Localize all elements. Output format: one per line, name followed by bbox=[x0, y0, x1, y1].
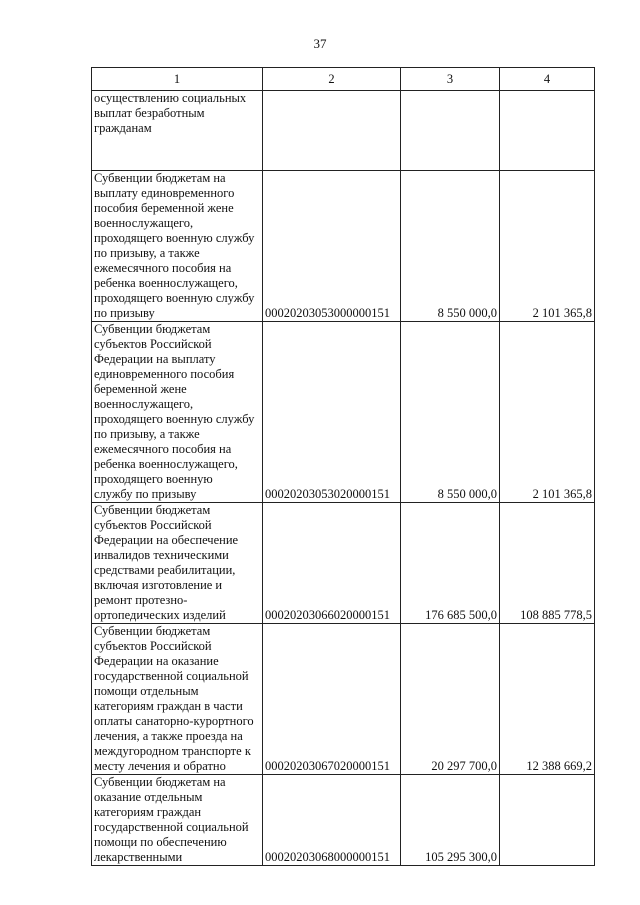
row-description: Субвенции бюджетам на выплату единовременного пособия беременной жене военнослужащего, проходящего военную службу по призыву, а также ежемесячного пособия на ребенка военнослужащего, проходящего военную службу по призыву bbox=[92, 171, 263, 322]
row-value-col3 bbox=[401, 91, 500, 171]
row-code bbox=[263, 91, 401, 171]
row-value-col3: 8 550 000,0 bbox=[401, 322, 500, 503]
column-header-1: 1 bbox=[92, 68, 263, 91]
table-row bbox=[92, 171, 595, 322]
row-code: 00020203053000000151 bbox=[263, 171, 401, 322]
row-value-col4 bbox=[500, 91, 595, 171]
column-header-4: 4 bbox=[500, 68, 595, 91]
row-code: 00020203067020000151 bbox=[263, 624, 401, 775]
row-code: 00020203066020000151 bbox=[263, 503, 401, 624]
table-row bbox=[92, 322, 595, 503]
row-value-col4: 2 101 365,8 bbox=[500, 171, 595, 322]
table-header-row bbox=[92, 68, 595, 91]
column-header-3: 3 bbox=[401, 68, 500, 91]
row-code: 00020203053020000151 bbox=[263, 322, 401, 503]
table-row bbox=[92, 91, 595, 171]
row-description: Субвенции бюджетам субъектов Российской Федерации на оказание государственной социальной помощи отдельным категориям граждан в части оплаты санаторно-курортного лечения, а также проезда на междугородном транспорте к месту лечения и обратно bbox=[92, 624, 263, 775]
table-row bbox=[92, 503, 595, 624]
row-value-col3: 20 297 700,0 bbox=[401, 624, 500, 775]
budget-table bbox=[91, 67, 595, 866]
column-header-2: 2 bbox=[263, 68, 401, 91]
row-description: Субвенции бюджетам на оказание отдельным категориям граждан государственной социальной помощи по обеспечению лекарственными bbox=[92, 775, 263, 866]
row-value-col3: 8 550 000,0 bbox=[401, 171, 500, 322]
row-code: 00020203068000000151 bbox=[263, 775, 401, 866]
row-description: Субвенции бюджетам субъектов Российской Федерации на выплату единовременного пособия беременной жене военнослужащего, проходящего военную службу по призыву, а также ежемесячного пособия на ребенка военнослужащего, проходящего военную службу по призыву bbox=[92, 322, 263, 503]
page-number: 37 bbox=[313, 36, 327, 51]
row-value-col4 bbox=[500, 775, 595, 866]
row-value-col4: 12 388 669,2 bbox=[500, 624, 595, 775]
table-row bbox=[92, 775, 595, 866]
row-description: Субвенции бюджетам субъектов Российской Федерации на обеспечение инвалидов техническими средствами реабилитации, включая изготовление и ремонт протезно- ортопедических изделий bbox=[92, 503, 263, 624]
row-value-col3: 105 295 300,0 bbox=[401, 775, 500, 866]
row-description: осуществлению социальных выплат безработным гражданам bbox=[92, 91, 263, 171]
row-value-col4: 2 101 365,8 bbox=[500, 322, 595, 503]
row-value-col3: 176 685 500,0 bbox=[401, 503, 500, 624]
row-value-col4: 108 885 778,5 bbox=[500, 503, 595, 624]
table-row bbox=[92, 624, 595, 775]
